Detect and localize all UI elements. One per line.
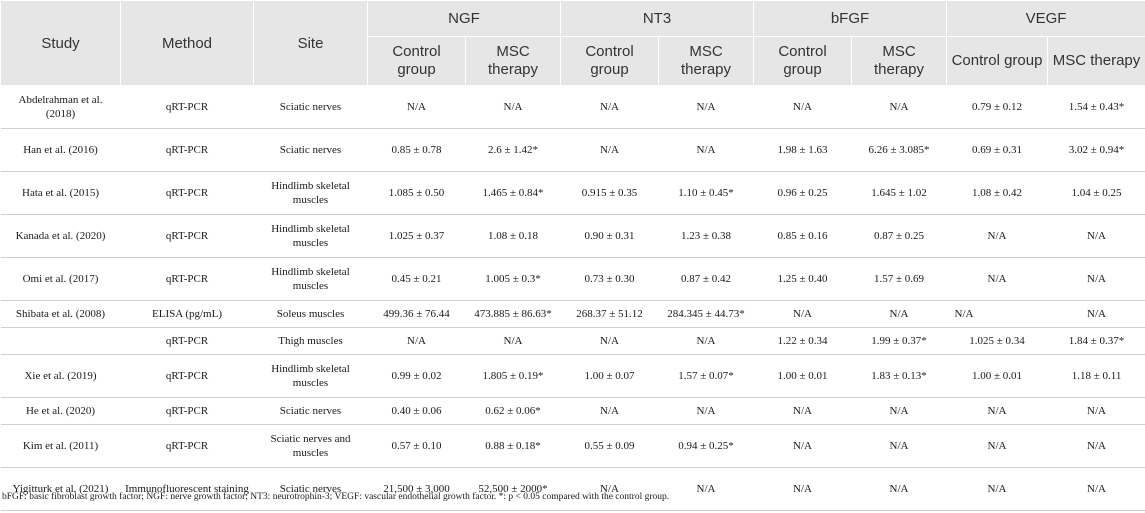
cell-nt3-c: 268.37 ± 51.12 [561, 301, 659, 328]
cell-vegf-c: 1.00 ± 0.01 [947, 355, 1048, 398]
header-bfgf: bFGF [754, 1, 947, 37]
cell-vegf-m: N/A [1048, 258, 1145, 301]
cell-nt3-m: 1.10 ± 0.45* [659, 172, 754, 215]
cell-bfgf-m: 1.645 ± 1.02 [852, 172, 947, 215]
cell-vegf-c: N/A [947, 258, 1048, 301]
cell-study: Abdelrahman et al. (2018) [1, 86, 121, 129]
cell-site: Sciatic nerves [254, 86, 368, 129]
cell-nt3-c: 0.915 ± 0.35 [561, 172, 659, 215]
cell-bfgf-m: N/A [852, 468, 947, 511]
cell-ngf-m: 2.6 ± 1.42* [466, 129, 561, 172]
cell-ngf-m: N/A [466, 328, 561, 355]
header-msc-therapy: MSC therapy [1048, 37, 1145, 86]
cell-ngf-c: 0.57 ± 0.10 [368, 425, 466, 468]
cell-nt3-c: 1.00 ± 0.07 [561, 355, 659, 398]
cell-ngf-c: 499.36 ± 76.44 [368, 301, 466, 328]
cell-nt3-c: N/A [561, 129, 659, 172]
cell-method: qRT-PCR [121, 355, 254, 398]
table-row [1, 355, 1145, 398]
cell-site: Sciatic nerves and muscles [254, 425, 368, 468]
cell-nt3-m: 0.94 ± 0.25* [659, 425, 754, 468]
cell-vegf-c: 1.025 ± 0.34 [947, 328, 1048, 355]
cell-method: Immunofluorescent staining [121, 468, 254, 511]
cell-ngf-c: N/A [368, 328, 466, 355]
cell-vegf-m: 1.18 ± 0.11 [1048, 355, 1145, 398]
cell-nt3-m: N/A [659, 129, 754, 172]
cell-study: Kim et al. (2011) [1, 425, 121, 468]
cell-vegf-m: N/A [1048, 398, 1145, 425]
cell-ngf-m: 1.08 ± 0.18 [466, 215, 561, 258]
header-control-group: Control group [947, 37, 1048, 86]
cell-ngf-m: 473.885 ± 86.63* [466, 301, 561, 328]
cell-ngf-c: N/A [368, 86, 466, 129]
cell-vegf-c: 1.08 ± 0.42 [947, 172, 1048, 215]
table-row [1, 172, 1145, 215]
cell-ngf-c: 1.085 ± 0.50 [368, 172, 466, 215]
cell-method: qRT-PCR [121, 258, 254, 301]
cell-ngf-m: 52,500 ± 2000* [466, 468, 561, 511]
cell-study: Shibata et al. (2008) [1, 301, 121, 328]
cell-bfgf-m: 1.83 ± 0.13* [852, 355, 947, 398]
cell-method: qRT-PCR [121, 398, 254, 425]
cell-vegf-c: N/A [947, 215, 1048, 258]
table-row [1, 258, 1145, 301]
cell-study: Xie et al. (2019) [1, 355, 121, 398]
cell-site: Thigh muscles [254, 328, 368, 355]
cell-vegf-c: N/A [947, 398, 1048, 425]
cell-bfgf-c: 1.25 ± 0.40 [754, 258, 852, 301]
cell-vegf-m: N/A [1048, 215, 1145, 258]
cell-nt3-c: 0.55 ± 0.09 [561, 425, 659, 468]
table-row [1, 215, 1145, 258]
cell-bfgf-c: 1.22 ± 0.34 [754, 328, 852, 355]
cell-vegf-m: 3.02 ± 0.94* [1048, 129, 1145, 172]
cell-bfgf-m: N/A [852, 301, 947, 328]
cell-vegf-m: 1.54 ± 0.43* [1048, 86, 1145, 129]
cell-bfgf-m: N/A [852, 86, 947, 129]
cell-nt3-m: N/A [659, 398, 754, 425]
header-msc-therapy: MSC therapy [852, 37, 947, 86]
table-row [1, 425, 1145, 468]
header-vegf: VEGF [947, 1, 1145, 37]
cell-study: Yigitturk et al. (2021) [1, 468, 121, 511]
cell-ngf-c: 1.025 ± 0.37 [368, 215, 466, 258]
cell-bfgf-m: N/A [852, 425, 947, 468]
cell-nt3-c: N/A [561, 328, 659, 355]
cell-ngf-m: N/A [466, 86, 561, 129]
header-method: Method [121, 1, 254, 86]
cell-vegf-m: N/A [1048, 468, 1145, 511]
cell-bfgf-c: N/A [754, 86, 852, 129]
cell-method: qRT-PCR [121, 86, 254, 129]
cell-ngf-m: 1.805 ± 0.19* [466, 355, 561, 398]
cell-vegf-m: N/A [1048, 301, 1145, 328]
cell-method: qRT-PCR [121, 215, 254, 258]
cell-ngf-m: 1.465 ± 0.84* [466, 172, 561, 215]
table-row [1, 301, 1145, 328]
cell-site: Soleus muscles [254, 301, 368, 328]
cell-study: Kanada et al. (2020) [1, 215, 121, 258]
cell-ngf-c: 0.99 ± 0.02 [368, 355, 466, 398]
cell-study: Hata et al. (2015) [1, 172, 121, 215]
cell-vegf-m: 1.04 ± 0.25 [1048, 172, 1145, 215]
table-row [1, 398, 1145, 425]
cell-bfgf-m: 0.87 ± 0.25 [852, 215, 947, 258]
cell-bfgf-m: N/A [852, 398, 947, 425]
cell-site: Hindlimb skeletal muscles [254, 258, 368, 301]
cell-method: qRT-PCR [121, 129, 254, 172]
cell-vegf-c: N/A [947, 301, 1048, 328]
cell-nt3-m: 1.57 ± 0.07* [659, 355, 754, 398]
cell-nt3-m: N/A [659, 86, 754, 129]
table-footnote: bFGF: basic fibroblast growth factor; NGF: nerve growth factor; NT3: neurotrophin-3; VEGF: vascular endothelial growth factor. *: p < 0.05 compared with the control group. [2, 492, 670, 502]
header-study: Study [1, 1, 121, 86]
cell-site: Hindlimb skeletal muscles [254, 355, 368, 398]
cell-vegf-m: 1.84 ± 0.37* [1048, 328, 1145, 355]
cell-bfgf-c: N/A [754, 398, 852, 425]
cell-bfgf-c: 1.00 ± 0.01 [754, 355, 852, 398]
cell-ngf-m: 0.62 ± 0.06* [466, 398, 561, 425]
cell-vegf-m: N/A [1048, 425, 1145, 468]
table-body [1, 86, 1145, 511]
cell-ngf-c: 0.85 ± 0.78 [368, 129, 466, 172]
table-row [1, 86, 1145, 129]
cell-vegf-c: N/A [947, 425, 1048, 468]
header-control-group: Control group [368, 37, 466, 86]
cell-method: qRT-PCR [121, 425, 254, 468]
cell-bfgf-c: 0.96 ± 0.25 [754, 172, 852, 215]
cell-site: Hindlimb skeletal muscles [254, 215, 368, 258]
cell-nt3-m: 284.345 ± 44.73* [659, 301, 754, 328]
cell-method: qRT-PCR [121, 328, 254, 355]
cell-bfgf-m: 6.26 ± 3.085* [852, 129, 947, 172]
cell-ngf-m: 0.88 ± 0.18* [466, 425, 561, 468]
table-row [1, 468, 1145, 511]
cell-study: Omi et al. (2017) [1, 258, 121, 301]
cell-bfgf-c: N/A [754, 425, 852, 468]
cell-method: qRT-PCR [121, 172, 254, 215]
cell-study: Han et al. (2016) [1, 129, 121, 172]
cell-site: Sciatic nerves [254, 398, 368, 425]
cell-vegf-c: 0.79 ± 0.12 [947, 86, 1048, 129]
cell-method: ELISA (pg/mL) [121, 301, 254, 328]
cell-bfgf-c: 1.98 ± 1.63 [754, 129, 852, 172]
header-ngf: NGF [368, 1, 561, 37]
cell-ngf-c: 0.40 ± 0.06 [368, 398, 466, 425]
cell-vegf-c: 0.69 ± 0.31 [947, 129, 1048, 172]
header-site: Site [254, 1, 368, 86]
header-control-group: Control group [754, 37, 852, 86]
cell-nt3-c: 0.73 ± 0.30 [561, 258, 659, 301]
cell-site: Hindlimb skeletal muscles [254, 172, 368, 215]
cell-nt3-m: 0.87 ± 0.42 [659, 258, 754, 301]
cell-nt3-c: 0.90 ± 0.31 [561, 215, 659, 258]
table-row [1, 328, 1145, 355]
cell-bfgf-c: N/A [754, 468, 852, 511]
cell-bfgf-m: 1.99 ± 0.37* [852, 328, 947, 355]
cell-nt3-m: 1.23 ± 0.38 [659, 215, 754, 258]
cell-study: He et al. (2020) [1, 398, 121, 425]
cell-bfgf-c: 0.85 ± 0.16 [754, 215, 852, 258]
cell-bfgf-c: N/A [754, 301, 852, 328]
cell-nt3-m: N/A [659, 328, 754, 355]
cell-nt3-m: N/A [659, 468, 754, 511]
cell-ngf-m: 1.005 ± 0.3* [466, 258, 561, 301]
cell-vegf-c: N/A [947, 468, 1048, 511]
cell-study [1, 328, 121, 355]
cell-nt3-c: N/A [561, 86, 659, 129]
header-control-group: Control group [561, 37, 659, 86]
cell-nt3-c: N/A [561, 398, 659, 425]
table-row [1, 129, 1145, 172]
cell-nt3-c: N/A [561, 468, 659, 511]
cell-ngf-c: 0.45 ± 0.21 [368, 258, 466, 301]
header-msc-therapy: MSC therapy [466, 37, 561, 86]
header-nt3: NT3 [561, 1, 754, 37]
cell-bfgf-m: 1.57 ± 0.69 [852, 258, 947, 301]
cell-site: Sciatic nerves [254, 468, 368, 511]
cell-site: Sciatic nerves [254, 129, 368, 172]
header-msc-therapy: MSC therapy [659, 37, 754, 86]
cell-ngf-c: 21,500 ± 3,000 [368, 468, 466, 511]
